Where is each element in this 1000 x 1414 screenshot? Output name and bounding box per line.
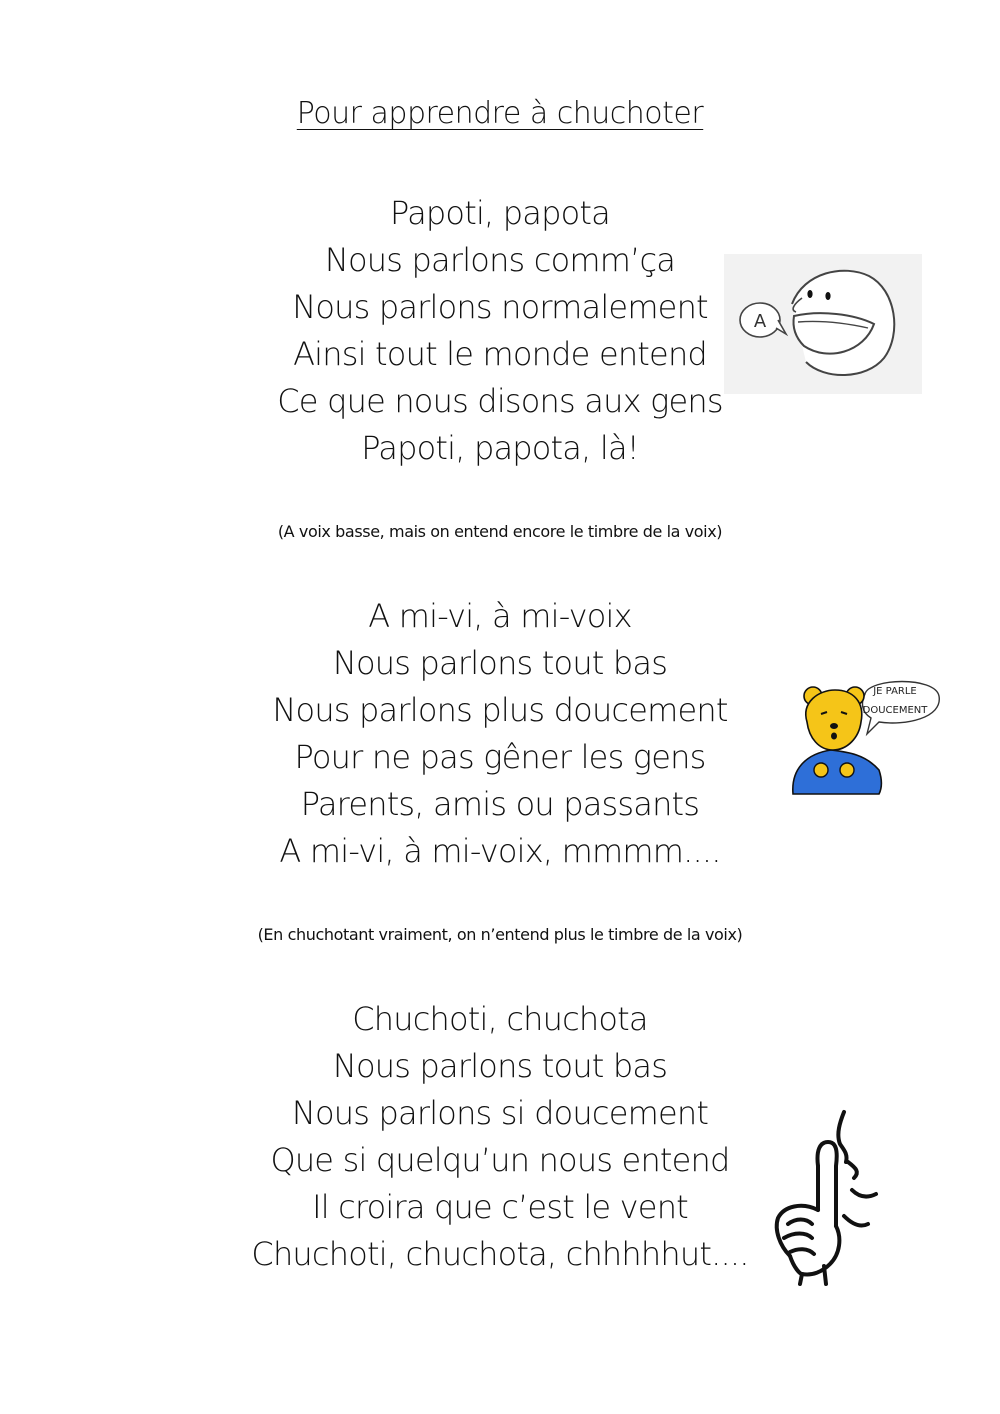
stage-direction-note: (A voix basse, mais on entend encore le timbre de la voix) xyxy=(277,522,723,541)
speech-bubble xyxy=(863,682,940,735)
shush-gesture-illustration xyxy=(764,1106,884,1286)
verse-line: Parents, amis ou passants xyxy=(300,785,700,823)
stage-direction-note: (En chuchotant vraiment, on n’entend plus le timbre de la voix) xyxy=(257,925,743,944)
verse-line: Papoti, papota, là! xyxy=(361,429,639,467)
verse-line: Il croira que c’est le vent xyxy=(312,1188,688,1226)
talking-face-illustration xyxy=(724,254,922,394)
verse-line: Nous parlons plus doucement xyxy=(272,691,728,729)
speech-bubble-text: A xyxy=(753,311,767,332)
verse-line: Nous parlons comm’ça xyxy=(324,241,676,279)
speech-bubble-text-line1: JE PARLE xyxy=(873,686,917,697)
verse-line: Nous parlons si doucement xyxy=(291,1094,709,1132)
page-title: Pour apprendre à chuchoter xyxy=(296,96,704,131)
verse-line: Ce que nous disons aux gens xyxy=(277,382,723,420)
verse-line: Chuchoti, chuchota, chhhhhut.... xyxy=(251,1235,749,1273)
verse-line: Nous parlons tout bas xyxy=(332,644,668,682)
verse-line: Ainsi tout le monde entend xyxy=(293,335,707,373)
verse-line: Papoti, papota xyxy=(390,194,610,232)
verse-line: Que si quelqu’un nous entend xyxy=(270,1141,730,1179)
speech-bubble-text-line2: DOUCEMENT xyxy=(862,705,928,716)
verse-line: Nous parlons tout bas xyxy=(332,1047,668,1085)
verse-line: A mi-vi, à mi-voix, mmmm.... xyxy=(279,832,721,870)
bear-speaking-softly-illustration xyxy=(785,674,943,798)
verse-line: A mi-vi, à mi-voix xyxy=(368,597,632,635)
verse-line: Chuchoti, chuchota xyxy=(352,1000,648,1038)
verse-line: Nous parlons normalement xyxy=(292,288,708,326)
verse-line: Pour ne pas gêner les gens xyxy=(294,738,706,776)
